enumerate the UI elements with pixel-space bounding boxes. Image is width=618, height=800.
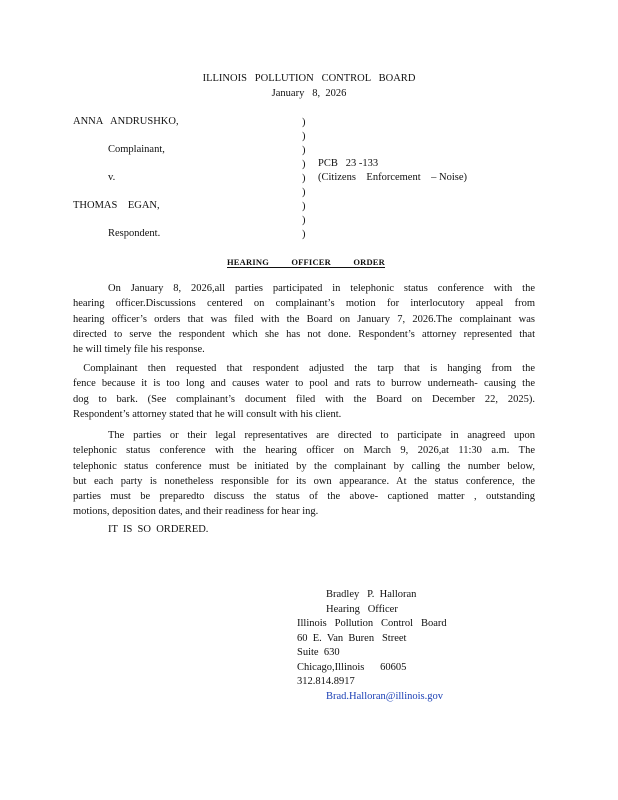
paren: ) bbox=[302, 159, 306, 170]
order-title: HEARING OFFICER ORDER bbox=[227, 257, 386, 267]
paragraph-line: parties must be preparedto discuss the status of the above- captioned matter , outstanding bbox=[73, 491, 535, 503]
paragraph-line: The parties or their legal representatives are directed to participate in anagreed upon bbox=[108, 430, 535, 441]
caption-parentheses bbox=[302, 116, 306, 242]
paragraph-line: telephonic status conference must be initiated by the complainant by calling the number below, bbox=[73, 460, 535, 472]
case-type: (Citizens Enforcement – Noise) bbox=[318, 172, 467, 183]
paragraph-line: but each party is nonetheless responsible for its own appearance. At the status conference, the bbox=[73, 475, 535, 487]
paren: ) bbox=[302, 131, 306, 142]
complainant-role: Complainant, bbox=[108, 144, 165, 155]
paragraph-line: hearing officer’s orders that was filed with the Board on January 7, 2026.The complainant was bbox=[73, 313, 535, 325]
paren: ) bbox=[302, 201, 306, 212]
paragraph-next-conference bbox=[73, 428, 535, 520]
paragraph-line: On January 8, 2026,all parties participated in telephonic status conference with the bbox=[108, 283, 535, 294]
paragraph-line: hearing officer.Discussions centered on complainant’s motion for interlocutory appeal from bbox=[73, 298, 535, 310]
paragraph-line: fence because it is too long and causes water to pool and rats to burrow underneath- causing the bbox=[73, 378, 535, 390]
paren: ) bbox=[302, 229, 306, 240]
address-line-2: Suite 630 bbox=[297, 647, 340, 658]
paragraph-tarp-request bbox=[73, 361, 535, 422]
signer-name: Bradley P. Halloran bbox=[326, 589, 417, 600]
closing-statement: IT IS SO ORDERED. bbox=[108, 524, 209, 535]
address-city: Chicago,Illinois 60605 bbox=[297, 661, 407, 673]
paragraph-line: directed to serve the respondent which she has not done. Respondent’s attorney represented that bbox=[73, 328, 535, 340]
paragraph-line: motions, deposition dates, and their readiness for hear ing. bbox=[73, 506, 319, 518]
signer-title: Hearing Officer bbox=[326, 603, 398, 615]
signer-organization: Illinois Pollution Control Board bbox=[297, 618, 447, 629]
address-line-1: 60 E. Van Buren Street bbox=[297, 632, 407, 644]
respondent-name: THOMAS EGAN, bbox=[73, 200, 160, 211]
case-number: PCB 23 -133 bbox=[318, 158, 379, 169]
paragraph-conference bbox=[73, 281, 535, 357]
paren: ) bbox=[302, 145, 306, 156]
paren: ) bbox=[302, 173, 306, 184]
versus: v. bbox=[108, 172, 116, 183]
paren: ) bbox=[302, 187, 306, 198]
email-link[interactable]: Brad.Halloran@illinois.gov bbox=[326, 690, 443, 702]
paragraph-line: dog to bark. (See complainant’s document filed with the Board on December 22, 2025). bbox=[73, 393, 535, 405]
paragraph-line: he will timely file his response. bbox=[73, 344, 205, 356]
paragraph-line: telephonic status conference with the hearing officer on March 9, 2026,at 11:30 a.m. The bbox=[73, 445, 535, 457]
paren: ) bbox=[302, 215, 306, 226]
complainant-name: ANNA ANDRUSHKO, bbox=[73, 116, 179, 127]
phone-number: 312.814.8917 bbox=[297, 676, 355, 687]
respondent-role: Respondent. bbox=[108, 228, 161, 239]
paren: ) bbox=[302, 117, 306, 128]
board-name: ILLINOIS POLLUTION CONTROL BOARD bbox=[202, 73, 416, 84]
document-date: January 8, 2026 bbox=[271, 88, 347, 99]
paragraph-line: Respondent’s attorney stated that he will consult with his client. bbox=[73, 408, 342, 420]
signature-block bbox=[297, 588, 447, 704]
paragraph-line: Complainant then requested that respondent adjusted the tarp that is hanging from the bbox=[73, 363, 535, 374]
